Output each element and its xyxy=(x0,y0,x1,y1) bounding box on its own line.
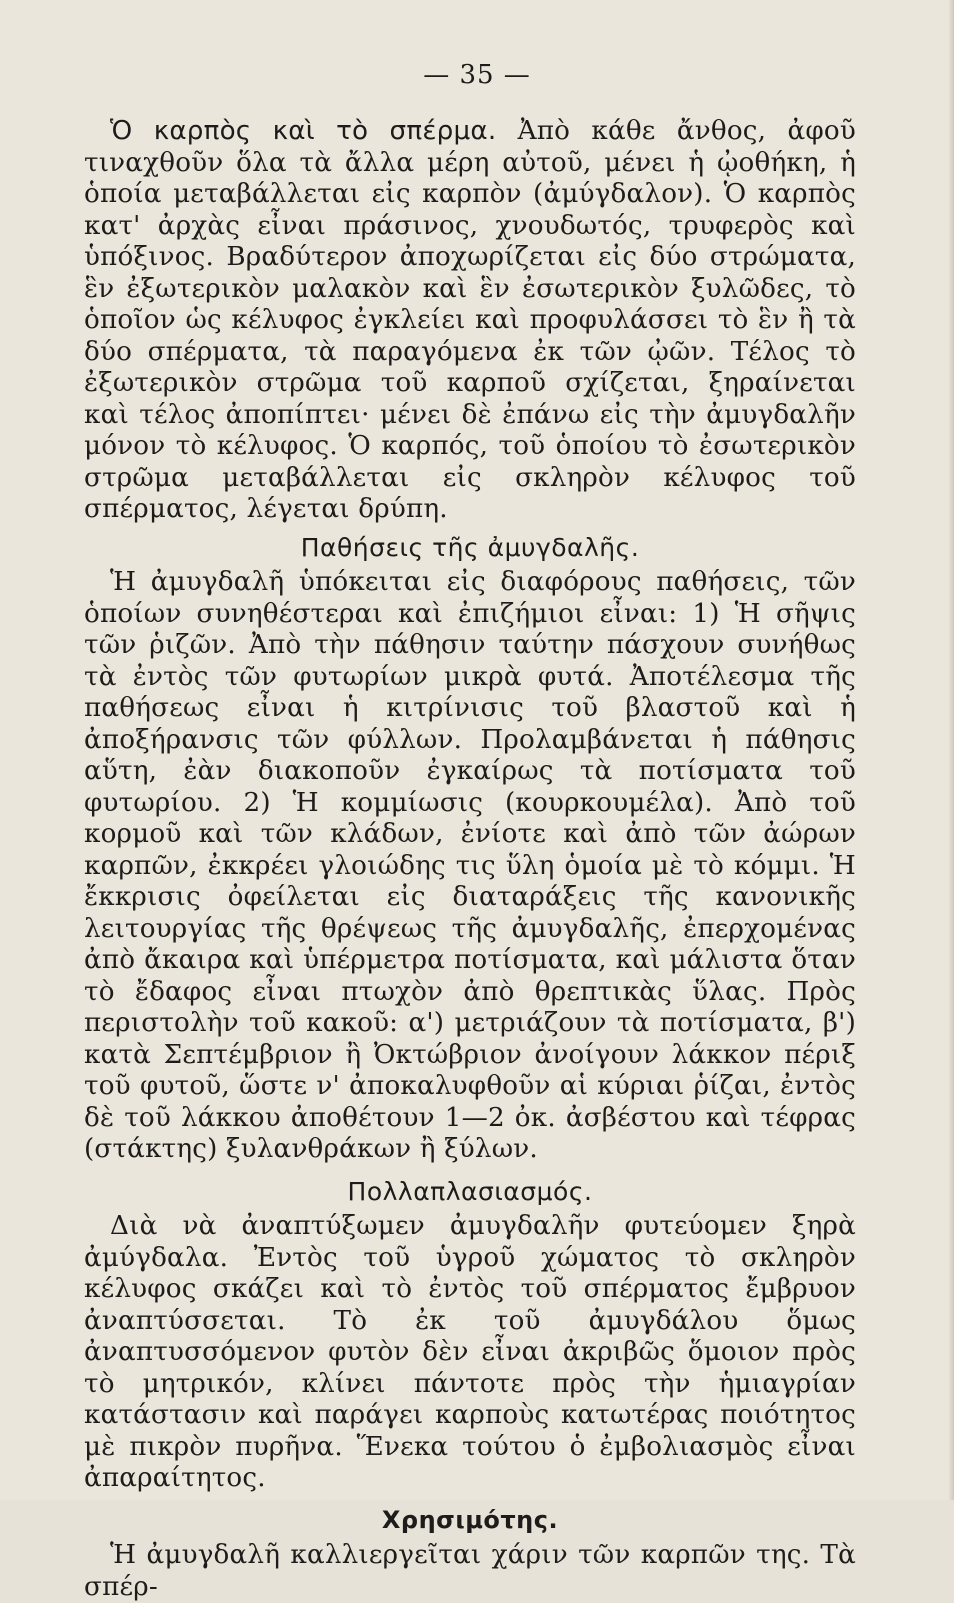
paragraph-usefulness: Ἡ ἀμυγδαλῆ καλλιεργεῖται χάριν τῶν καρπῶν της. Τὰ σπέρ- xyxy=(84,1540,856,1602)
paragraph-propagation: Διὰ νὰ ἀναπτύξωμεν ἀμυγδαλῆν φυτεύομεν ξηρὰ ἀμύγδαλα. Ἐντὸς τοῦ ὑγροῦ χώματος τὸ σκληρὸν κέλυφος σκάζει καὶ τὸ ἐντὸς τοῦ σπέρματος ἔμβρυον ἀναπτύσσεται. Τὸ ἐκ τοῦ ἀμυγδάλου ὅμως ἀναπτυσσόμενον φυτὸν δὲν εἶναι ἀκριβῶς ὅμοιον πρὸς τὸ μητρικόν, κλίνει πάντοτε πρὸς τὴν ἡμιαγρίαν κατάστασιν καὶ παράγει καρποὺς κατωτέρας ποιότητος μὲ πικρὸν πυρῆνα. Ἕνεκα τούτου ὁ ἐμβολιασμὸς εἶναι ἀπαραίτητος. xyxy=(84,1211,856,1493)
paragraph-fruit xyxy=(84,116,856,526)
section-heading-propagation: Πολλαπλασιασμός. xyxy=(347,1176,593,1206)
body-text xyxy=(84,116,856,1603)
paragraph-diseases: Ἡ ἀμυγδαλῆ ὑπόκειται εἰς διαφόρους παθήσεις, τῶν ὁποίων συνηθέστεραι καὶ ἐπιζήμιοι εἶναι: 1) Ἡ σῆψις τῶν ῥιζῶν. Ἀπὸ τὴν πάθησιν ταύτην πάσχουν συνήθως τὰ ἐντὸς τῶν φυτωρίων μικρὰ φυτά. Ἀποτέλεσμα τῆς παθήσεως εἶναι ἡ κιτρίνισις τοῦ βλαστοῦ καὶ ἡ ἀποξήρανσις τῶν φύλλων. Προλαμβάνεται ἡ πάθησις αὕτη, ἐὰν διακοποῦν ἐγκαίρως τὰ ποτίσματα τοῦ φυτωρίου. 2) Ἡ κομμίωσις (κουρκουμέλα). Ἀπὸ τοῦ κορμοῦ καὶ τῶν κλάδων, ἐνίοτε καὶ ἀπὸ τῶν ἀώρων καρπῶν, ἐκκρέει γλοιώδης τις ὕλη ὁμοία μὲ τὸ κόμμι. Ἡ ἔκκρισις ὀφείλεται εἰς διαταράξεις τῆς κανονικῆς λειτουργίας τῆς θρέψεως τῆς ἀμυγδαλῆς, ἐπερχομένας ἀπὸ ἄκαιρα καὶ ὑπέρμετρα ποτίσματα, καὶ μάλιστα ὅταν τὸ ἔδαφος εἶναι πτωχὸν ἀπὸ θρεπτικὰς ὕλας. Πρὸς περιστολὴν τοῦ κακοῦ: α') μετριάζουν τὰ ποτίσματα, β') κατὰ Σεπτέμβριον ἢ Ὀκτώβριον ἀνοίγουν λάκκον πέριξ τοῦ φυτοῦ, ὥστε ν' ἀποκαλυφθοῦν αἱ κύριαι ῥίζαι, ἐντὸς δὲ τοῦ λάκκου ἀποθέτουν 1—2 ὀκ. ἀσβέστου καὶ τέφρας (στάκτης) ξυλανθράκων ἢ ξύλων. xyxy=(84,567,856,1164)
page-edge-shadow xyxy=(948,0,954,1500)
section-heading-diseases: Παθήσεις τῆς ἀμυγδαλῆς. xyxy=(300,532,640,562)
paragraph-text: Ἀπὸ κάθε ἄνθος, ἀφοῦ τιναχθοῦν ὅλα τὰ ἄλλα μέρη αὐτοῦ, μένει ἡ ᾠοθήκη, ἡ ὁποία μεταβάλλεται εἰς καρπὸν (ἀμύγδαλον). Ὁ καρπὸς κατ' ἀρχὰς εἶναι πράσινος, χνουδωτός, τρυφερὸς καὶ ὑπόξινος. Βραδύτερον ἀποχωρίζεται εἰς δύο στρώματα, ἓν ἐξωτερικὸν μαλακὸν καὶ ἓν ἐσωτερικὸν ξυλῶδες, τὸ ὁποῖον ὡς κέλυφος ἐγκλείει καὶ προφυλάσσει τὸ ἓν ἢ τὰ δύο σπέρματα, τὰ παραγόμενα ἐκ τῶν ᾠῶν. Τέλος τὸ ἐξωτερικὸν στρῶμα τοῦ καρποῦ σχίζεται, ξηραίνεται καὶ τέλος ἀποπίπτει· μένει δὲ ἐπάνω εἰς τὴν ἀμυγδαλῆν μόνον τὸ κέλυφος. Ὁ καρπός, τοῦ ὁποίου τὸ ἐσωτερικὸν στρῶμα μεταβάλλεται εἰς σκληρὸν κέλυφος τοῦ σπέρματος, λέγεται δρύπη. xyxy=(84,116,856,524)
paragraph-lead: Ὁ καρπὸς καὶ τὸ σπέρμα. xyxy=(110,116,497,146)
page-number: — 35 — xyxy=(423,60,531,90)
section-heading-usefulness: Χρησιμότης. xyxy=(381,1505,559,1534)
